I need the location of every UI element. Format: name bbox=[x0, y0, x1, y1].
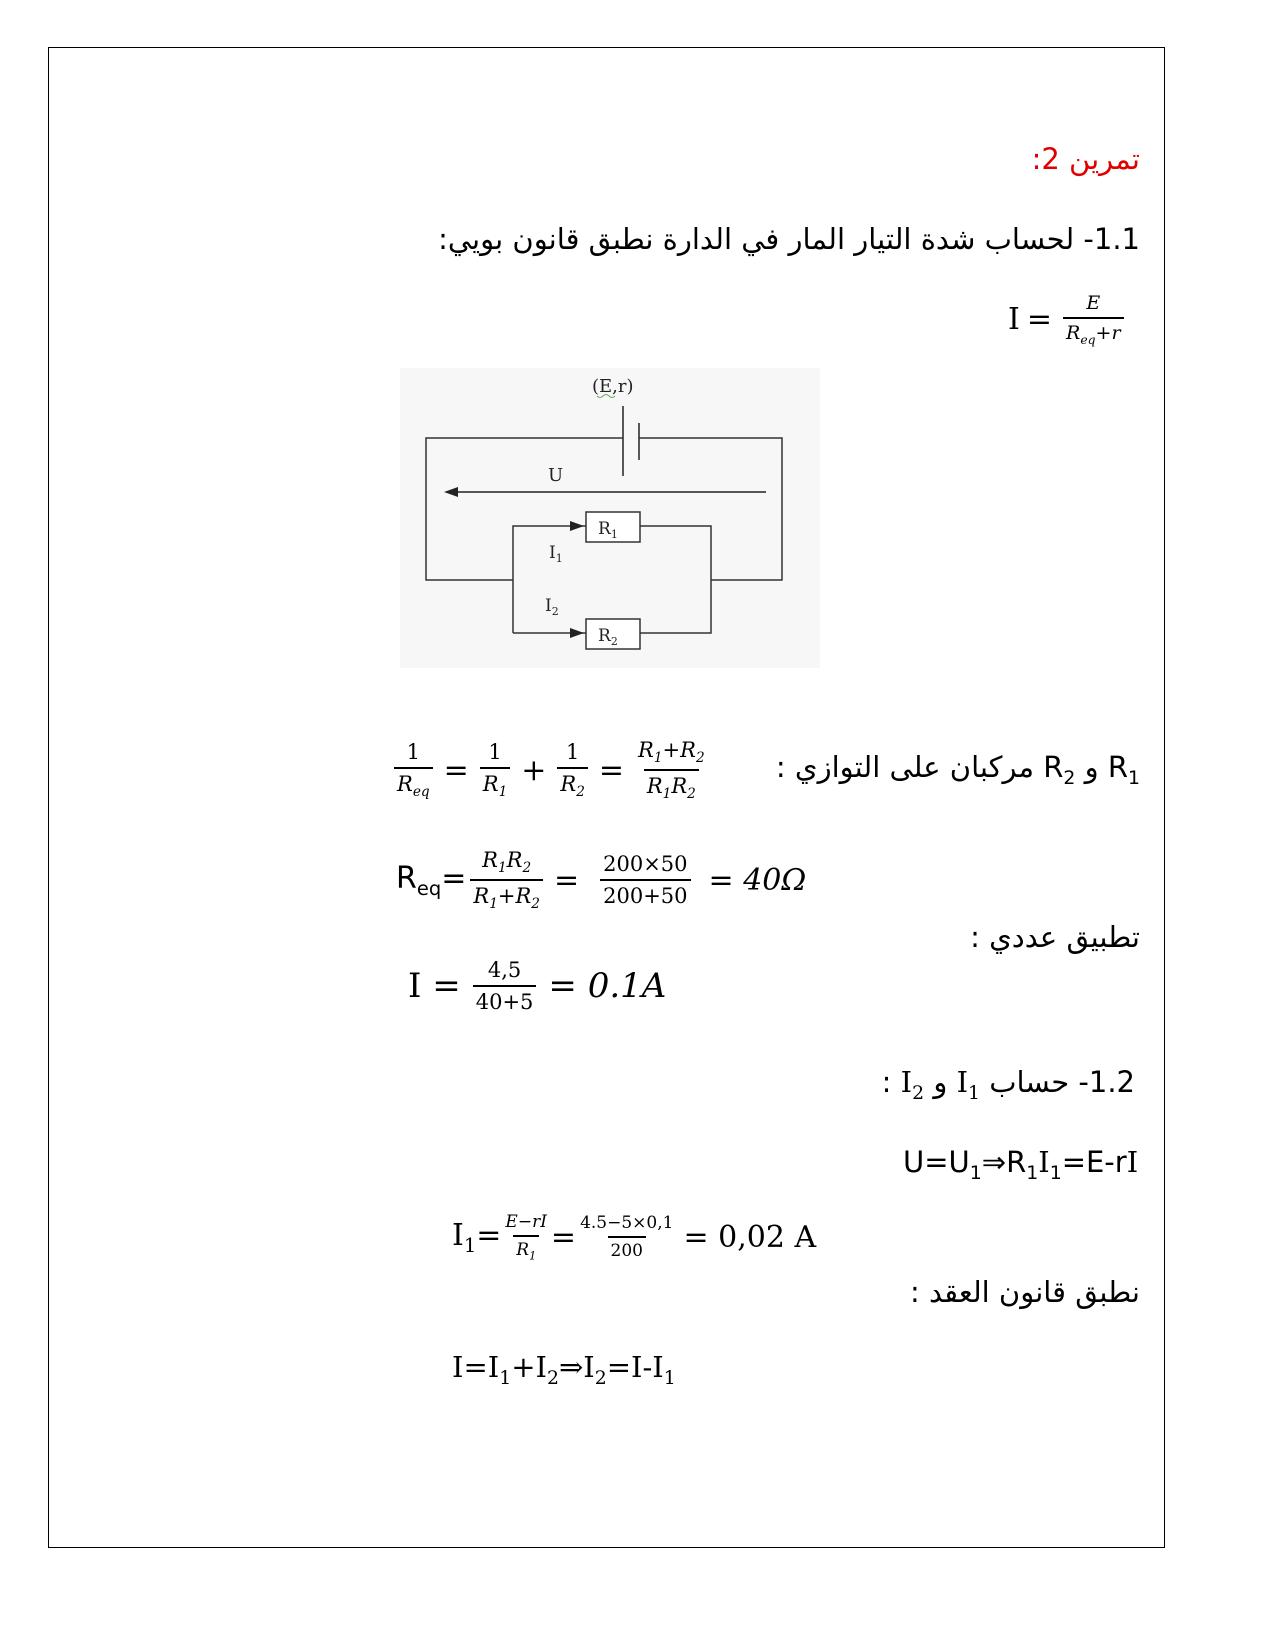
i1-den2: 200 bbox=[608, 1236, 646, 1261]
req-num: 200×50 bbox=[603, 852, 688, 877]
knot-equation: $I=I_1+I_2\Rightarrow I_2=I-I_1$ bbox=[452, 1350, 676, 1389]
exercise-title: تمرين 2: bbox=[1031, 142, 1140, 176]
parallel-formula: $\frac{1}{R_{eq}}$ = $\frac{1}{R_1}$ + $\frac{1}{R_2}$ = $\frac{R_1+R_2}{R_1R_2}$ bbox=[390, 738, 712, 802]
parallel-text: $R_1$ و $R_2$ مركبان على التوازي : bbox=[775, 750, 1140, 789]
i1-result: = 0,02 A bbox=[683, 1219, 817, 1255]
i2-label: $I_2$ bbox=[545, 596, 559, 618]
i1-num1: E−rI bbox=[505, 1212, 547, 1232]
formula-lhs: I bbox=[1008, 301, 1020, 337]
voltage-equation: $U=U_1\Rightarrow R_1I_1=E-rI$ bbox=[903, 1145, 1139, 1184]
formula-eq: = bbox=[1026, 301, 1052, 337]
r2-label: $R_2$ bbox=[598, 626, 618, 648]
app-num: 4,5 bbox=[487, 958, 522, 982]
i1-formula: $I_1=$ $\frac{E-rI}{R_1}$ = $\frac{4.5-5\times 0,1}{200}$ = 0,02 A bbox=[452, 1212, 817, 1263]
circuit-diagram bbox=[400, 368, 820, 668]
q12-heading: 1.2- حساب $I_1$ و $I_2$ : bbox=[881, 1065, 1135, 1104]
req-formula: $R_{eq}=$ $\frac{R_1R_2}{R_1+R_2}$ = $\frac{200\times 50}{200+50}$ = 40Ω bbox=[396, 848, 807, 913]
app-result: = 0.1A bbox=[548, 966, 667, 1006]
formula-fraction: $\frac{E}{R_{eq}+r}$ bbox=[1063, 292, 1124, 347]
i1-num2: 4.5−5×0,1 bbox=[580, 1213, 674, 1234]
source-label: (E,r) bbox=[592, 376, 634, 397]
req-den: 200+50 bbox=[600, 879, 690, 908]
req-result: = 40Ω bbox=[708, 862, 807, 898]
q11-heading: 1.1- لحساب شدة التيار المار في الدارة نطبق قانون بويي: bbox=[438, 222, 1140, 256]
knot-law-label: نطبق قانون العقد : bbox=[909, 1275, 1140, 1309]
app-lhs: I = bbox=[408, 966, 461, 1006]
i1-label: $I_1$ bbox=[549, 543, 563, 565]
r1-label: $R_1$ bbox=[598, 519, 618, 541]
u-label: U bbox=[548, 465, 564, 486]
pouillet-formula bbox=[1008, 292, 1128, 347]
application-formula bbox=[408, 958, 666, 1014]
app-den: 40+5 bbox=[473, 985, 537, 1014]
application-label: تطبيق عددي : bbox=[970, 920, 1140, 954]
